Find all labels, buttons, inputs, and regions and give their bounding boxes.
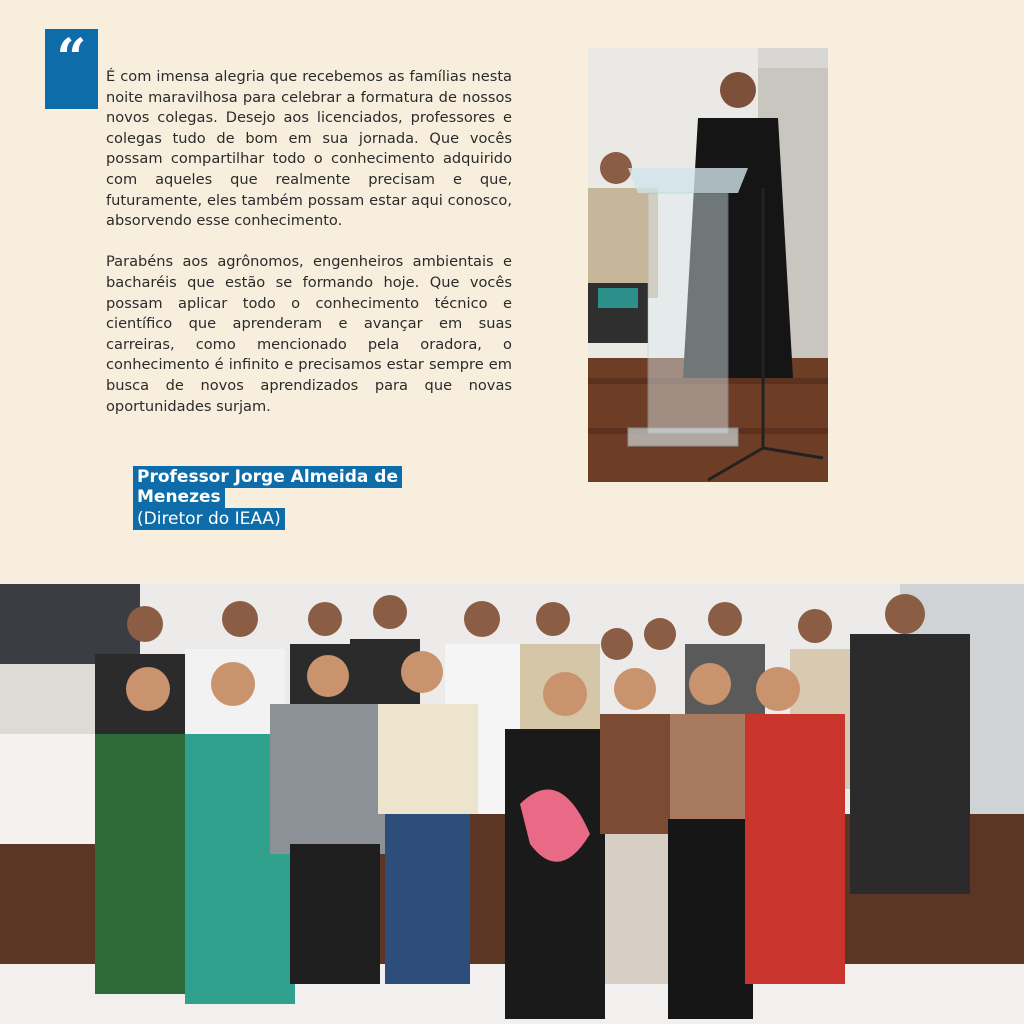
group-photo xyxy=(0,584,1024,1024)
quote-mark-icon: “ xyxy=(45,29,98,109)
quote-text xyxy=(106,67,512,438)
author-block xyxy=(133,467,433,530)
quote-paragraph-2: Parabéns aos agrônomos, engenheiros ambientais e bacharéis que estão se formando hoje. Que vocês possam aplicar todo o conhecimento técnico e científico que aprenderam e avançar em suas carreiras, como mencionado pela oradora, o conhecimento é infinito e precisamos estar sempre em busca de novos aprendizados para que novas oportunidades surjam. xyxy=(106,253,512,415)
quote-paragraph-1: É com imensa alegria que recebemos as famílias nesta noite maravilhosa para celebrar a formatura de nossos novos colegas. Desejo aos licenciados, professores e colegas tudo de bom em sua jornada. Que vocês possam compartilhar todo o conhecimento adquirido com aqueles que realmente precisam e que, futuramente, eles também possam estar aqui conosco, absorvendo esse conhecimento. xyxy=(106,68,512,230)
author-role: (Diretor do IEAA) xyxy=(133,508,285,530)
author-name: Professor Jorge Almeida de Menezes xyxy=(133,466,402,508)
speaker-photo xyxy=(588,48,828,482)
